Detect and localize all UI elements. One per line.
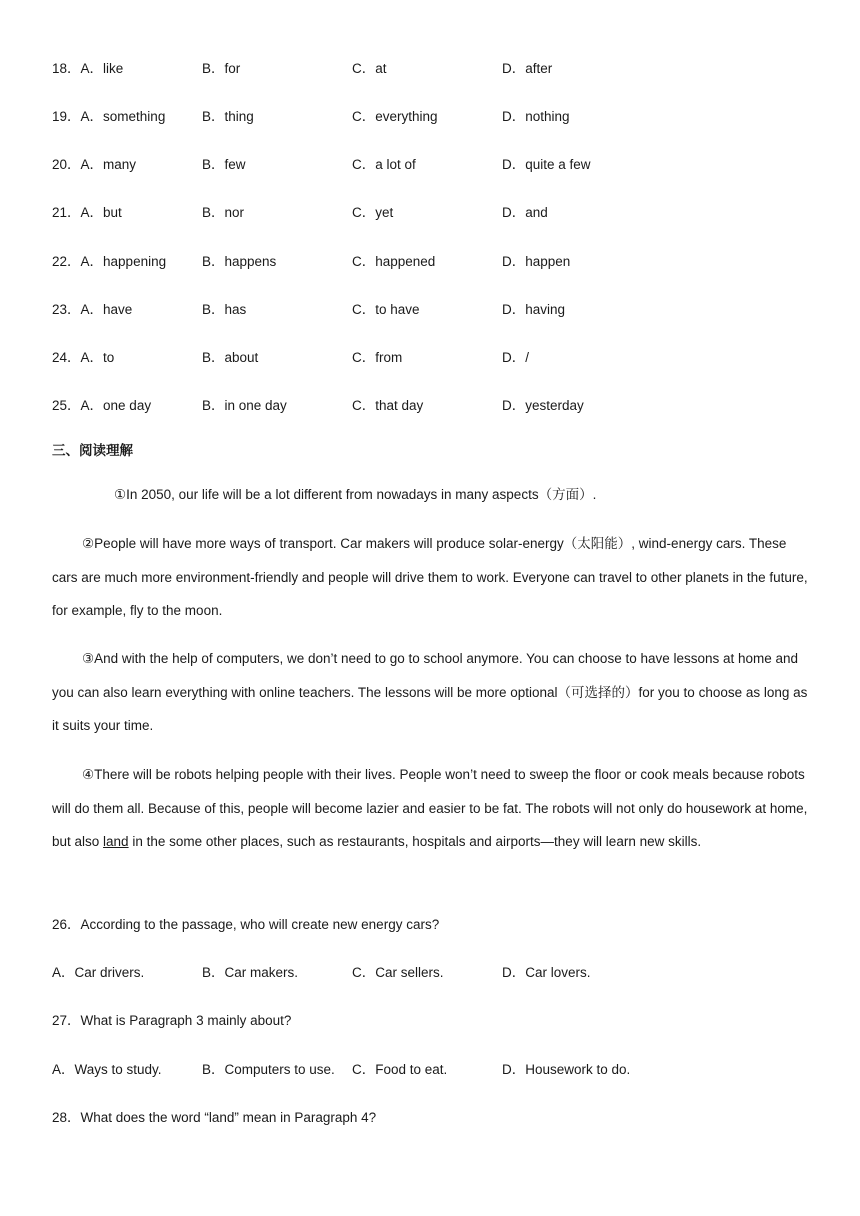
question-23-option-a: 23．A．have xyxy=(52,302,133,317)
question-21-option-a: 21．A．but xyxy=(52,205,122,220)
question-number: 20． xyxy=(52,157,81,172)
question-20-option-a: 20．A．many xyxy=(52,157,137,172)
question-20-option-c: C．a lot of xyxy=(352,157,416,172)
question-27-option-b: B．Computers to use. xyxy=(202,1062,335,1077)
question-21-option-d: D．and xyxy=(502,205,548,220)
question-26-option-d: D．Car lovers. xyxy=(502,965,591,980)
question-24-option-a: 24．A．to xyxy=(52,350,115,365)
question-23-option-c: C．to have xyxy=(352,302,420,317)
question-26-option-b: B．Car makers. xyxy=(202,965,299,980)
question-18-option-a: 18．A．like xyxy=(52,61,124,76)
question-25-option-c: C．that day xyxy=(352,398,424,413)
question-27-option-c: C．Food to eat. xyxy=(352,1062,448,1077)
question-19-option-c: C．everything xyxy=(352,109,438,124)
question-22-option-a: 22．A．happening xyxy=(52,254,167,269)
question-24-option-d: D．/ xyxy=(502,350,529,365)
question-19-option-a: 19．A．something xyxy=(52,109,166,124)
question-24-option-b: B．about xyxy=(202,350,259,365)
question-27-option-d: D．Housework to do. xyxy=(502,1062,631,1077)
question-27-option-a: A．Ways to study. xyxy=(52,1062,162,1077)
underlined-word-land: land xyxy=(103,834,129,850)
question-27-text: 27．What is Paragraph 3 mainly about? xyxy=(52,1013,292,1028)
question-28-text: 28．What does the word “land” mean in Paragraph 4? xyxy=(52,1110,377,1125)
question-21-option-b: B．nor xyxy=(202,205,245,220)
question-18-option-b: B．for xyxy=(202,61,241,76)
question-18-option-c: C．at xyxy=(352,61,387,76)
question-number: 24． xyxy=(52,350,81,365)
question-number: 19． xyxy=(52,109,81,124)
question-23-option-b: B．has xyxy=(202,302,247,317)
question-19-option-d: D．nothing xyxy=(502,109,570,124)
section-title: 三、阅读理解 xyxy=(52,443,133,458)
question-number: 22． xyxy=(52,254,81,269)
question-22-option-d: D．happen xyxy=(502,254,571,269)
question-26-text: 26．According to the passage, who will create new energy cars? xyxy=(52,917,440,932)
passage-paragraph-4: ④There will be robots helping people with their lives. People won’t need to sweep the floor or cook meals because robots will do them all. Because of this, people will become lazier and easier to be fat. The robots will not only do housework at home, but also land in the some other places, such as restaurants, hospitals and airports—they will learn new skills. xyxy=(52,767,808,850)
question-21-option-c: C．yet xyxy=(352,205,394,220)
question-number: 25． xyxy=(52,398,81,413)
question-25-option-b: B．in one day xyxy=(202,398,287,413)
question-25-option-d: D．yesterday xyxy=(502,398,584,413)
passage-paragraph-2: ②People will have more ways of transport. Car makers will produce solar-energy（太阳能）, wind-energy cars. These cars are much more environment-friendly and people will drive them to work. Everyone can travel to other planets in the future, for example, fly to the moon. xyxy=(52,536,808,619)
question-number: 18． xyxy=(52,61,81,76)
question-24-option-c: C．from xyxy=(352,350,403,365)
passage-paragraph-1: ①In 2050, our life will be a lot different from nowadays in many aspects（方面）. xyxy=(114,487,597,502)
question-26-option-c: C．Car sellers. xyxy=(352,965,444,980)
passage-paragraph-3: ③And with the help of computers, we don’t need to go to school anymore. You can choose to have lessons at home and you can also learn everything with online teachers. The lessons will be more optional（可选择的）for you to choose as long as it suits your time. xyxy=(52,651,808,734)
question-18-option-d: D．after xyxy=(502,61,553,76)
question-23-option-d: D．having xyxy=(502,302,566,317)
question-number: 21． xyxy=(52,205,81,220)
question-19-option-b: B．thing xyxy=(202,109,254,124)
question-22-option-c: C．happened xyxy=(352,254,436,269)
question-26-option-a: A．Car drivers. xyxy=(52,965,145,980)
question-20-option-b: B．few xyxy=(202,157,246,172)
question-20-option-d: D．quite a few xyxy=(502,157,591,172)
question-number: 23． xyxy=(52,302,81,317)
question-25-option-a: 25．A．one day xyxy=(52,398,152,413)
question-22-option-b: B．happens xyxy=(202,254,277,269)
